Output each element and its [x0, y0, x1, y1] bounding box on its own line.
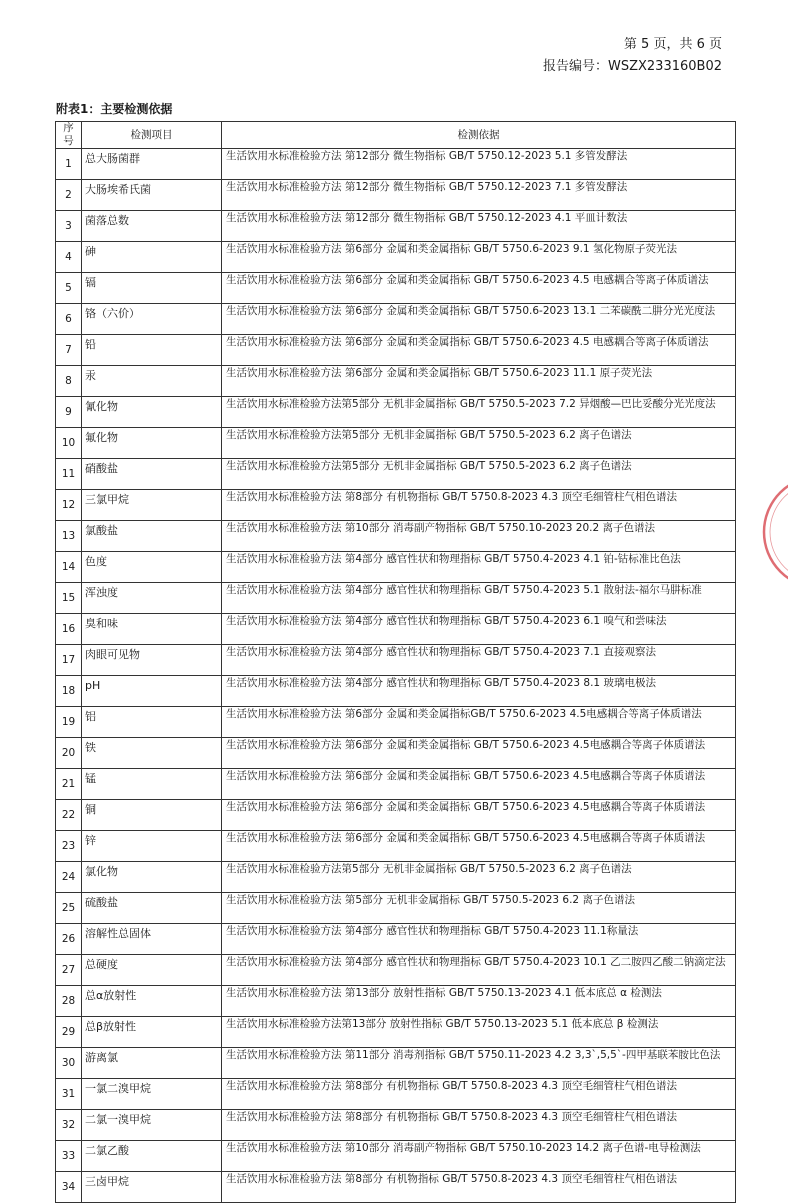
test-method: 生活饮用水标准检验方法 第6部分 金属和类金属指标 GB/T 5750.6-2023 9.1 氢化物原子荧光法 [222, 242, 736, 273]
table-row [56, 707, 736, 738]
row-number: 14 [56, 552, 82, 583]
test-method: 生活饮用水标准检验方法 第6部分 金属和类金属指标 GB/T 5750.6-2023 13.1 二苯碳酰二肼分光光度法 [222, 304, 736, 335]
row-number: 25 [56, 893, 82, 924]
test-method: 生活饮用水标准检验方法 第6部分 金属和类金属指标 GB/T 5750.6-2023 4.5电感耦合等离子体质谱法 [222, 769, 736, 800]
testing-basis-table [55, 121, 736, 1203]
row-number: 2 [56, 180, 82, 211]
test-item: 镉 [82, 273, 222, 304]
table-row [56, 614, 736, 645]
table-row [56, 924, 736, 955]
test-item: 氯化物 [82, 862, 222, 893]
row-number: 19 [56, 707, 82, 738]
row-number: 7 [56, 335, 82, 366]
row-number: 12 [56, 490, 82, 521]
test-method: 生活饮用水标准检验方法 第12部分 微生物指标 GB/T 5750.12-2023 5.1 多管发酵法 [222, 149, 736, 180]
test-method: 生活饮用水标准检验方法 第10部分 消毒副产物指标 GB/T 5750.10-2023 14.2 离子色谱-电导检测法 [222, 1141, 736, 1172]
row-number: 31 [56, 1079, 82, 1110]
test-method: 生活饮用水标准检验方法 第13部分 放射性指标 GB/T 5750.13-2023 4.1 低本底总 α 检测法 [222, 986, 736, 1017]
test-method: 生活饮用水标准检验方法 第4部分 感官性状和物理指标 GB/T 5750.4-2023 8.1 玻璃电极法 [222, 676, 736, 707]
test-method: 生活饮用水标准检验方法第5部分 无机非金属指标 GB/T 5750.5-2023 7.2 异烟酸—巴比妥酸分光光度法 [222, 397, 736, 428]
row-number: 5 [56, 273, 82, 304]
test-method: 生活饮用水标准检验方法第5部分 无机非金属指标 GB/T 5750.5-2023 6.2 离子色谱法 [222, 862, 736, 893]
row-number: 15 [56, 583, 82, 614]
row-number: 34 [56, 1172, 82, 1203]
table-row [56, 521, 736, 552]
row-number: 11 [56, 459, 82, 490]
table-row [56, 1110, 736, 1141]
test-item: 浑浊度 [82, 583, 222, 614]
test-method: 生活饮用水标准检验方法 第4部分 感官性状和物理指标 GB/T 5750.4-2023 11.1称量法 [222, 924, 736, 955]
row-number: 23 [56, 831, 82, 862]
test-item: 总α放射性 [82, 986, 222, 1017]
test-item: 锌 [82, 831, 222, 862]
test-method: 生活饮用水标准检验方法 第8部分 有机物指标 GB/T 5750.8-2023 4.3 顶空毛细管柱气相色谱法 [222, 490, 736, 521]
test-item: 总β放射性 [82, 1017, 222, 1048]
test-item: 汞 [82, 366, 222, 397]
test-method: 生活饮用水标准检验方法 第8部分 有机物指标 GB/T 5750.8-2023 4.3 顶空毛细管柱气相色谱法 [222, 1172, 736, 1203]
test-item: 硫酸盐 [82, 893, 222, 924]
row-number: 10 [56, 428, 82, 459]
test-item: 游离氯 [82, 1048, 222, 1079]
table-row [56, 800, 736, 831]
test-item: 大肠埃希氏菌 [82, 180, 222, 211]
column-header-item: 检测项目 [82, 122, 222, 149]
row-number: 17 [56, 645, 82, 676]
test-item: 铅 [82, 335, 222, 366]
table-row [56, 366, 736, 397]
test-item: 总大肠菌群 [82, 149, 222, 180]
test-method: 生活饮用水标准检验方法 第12部分 微生物指标 GB/T 5750.12-2023 4.1 平皿计数法 [222, 211, 736, 242]
table-row [56, 893, 736, 924]
table-row [56, 986, 736, 1017]
test-method: 生活饮用水标准检验方法 第4部分 感官性状和物理指标 GB/T 5750.4-2023 7.1 直接观察法 [222, 645, 736, 676]
test-item: 臭和味 [82, 614, 222, 645]
table-row [56, 1048, 736, 1079]
page-indicator: 第 5 页，共 6 页 [623, 37, 722, 52]
table-row [56, 738, 736, 769]
table-row [56, 1017, 736, 1048]
test-item: 三卤甲烷 [82, 1172, 222, 1203]
test-item: 色度 [82, 552, 222, 583]
test-method: 生活饮用水标准检验方法 第8部分 有机物指标 GB/T 5750.8-2023 4.3 顶空毛细管柱气相色谱法 [222, 1079, 736, 1110]
test-method: 生活饮用水标准检验方法 第6部分 金属和类金属指标 GB/T 5750.6-2023 4.5 电感耦合等离子体质谱法 [222, 273, 736, 304]
test-item: 二氯乙酸 [82, 1141, 222, 1172]
row-number: 4 [56, 242, 82, 273]
table-row [56, 1172, 736, 1203]
table-row [56, 490, 736, 521]
test-method: 生活饮用水标准检验方法 第6部分 金属和类金属指标 GB/T 5750.6-2023 4.5电感耦合等离子体质谱法 [222, 831, 736, 862]
test-method: 生活饮用水标准检验方法 第6部分 金属和类金属指标 GB/T 5750.6-2023 4.5电感耦合等离子体质谱法 [222, 800, 736, 831]
table-row [56, 180, 736, 211]
row-number: 13 [56, 521, 82, 552]
test-item: 砷 [82, 242, 222, 273]
test-item: 三氯甲烷 [82, 490, 222, 521]
test-method: 生活饮用水标准检验方法 第11部分 消毒剂指标 GB/T 5750.11-2023 4.2 3,3`,5,5`-四甲基联苯胺比色法 [222, 1048, 736, 1079]
test-method: 生活饮用水标准检验方法 第12部分 微生物指标 GB/T 5750.12-2023 7.1 多管发酵法 [222, 180, 736, 211]
row-number: 27 [56, 955, 82, 986]
red-seal-stamp [760, 462, 788, 602]
test-item: 肉眼可见物 [82, 645, 222, 676]
table-row [56, 397, 736, 428]
column-header-method: 检测依据 [222, 122, 736, 149]
test-item: 铝 [82, 707, 222, 738]
test-item: 溶解性总固体 [82, 924, 222, 955]
row-number: 29 [56, 1017, 82, 1048]
table-title: 附表1：主要检测依据 [56, 102, 173, 116]
table-row [56, 583, 736, 614]
row-number: 33 [56, 1141, 82, 1172]
report-number: 报告编号：WSZX233160B02 [542, 59, 722, 74]
row-number: 32 [56, 1110, 82, 1141]
row-number: 18 [56, 676, 82, 707]
row-number: 30 [56, 1048, 82, 1079]
test-method: 生活饮用水标准检验方法第13部分 放射性指标 GB/T 5750.13-2023 5.1 低本底总 β 检测法 [222, 1017, 736, 1048]
test-item: 总硬度 [82, 955, 222, 986]
test-item: 硝酸盐 [82, 459, 222, 490]
table-row [56, 459, 736, 490]
table-row [56, 273, 736, 304]
test-item: pH [82, 676, 222, 707]
test-item: 铁 [82, 738, 222, 769]
test-item: 铜 [82, 800, 222, 831]
column-header-no: 序号 [56, 122, 82, 149]
test-method: 生活饮用水标准检验方法 第6部分 金属和类金属指标 GB/T 5750.6-2023 4.5电感耦合等离子体质谱法 [222, 738, 736, 769]
table-row [56, 862, 736, 893]
row-number: 6 [56, 304, 82, 335]
test-item: 一氯二溴甲烷 [82, 1079, 222, 1110]
table-row [56, 955, 736, 986]
test-method: 生活饮用水标准检验方法 第10部分 消毒副产物指标 GB/T 5750.10-2023 20.2 离子色谱法 [222, 521, 736, 552]
table-row [56, 1141, 736, 1172]
table-row [56, 335, 736, 366]
table-row [56, 769, 736, 800]
row-number: 24 [56, 862, 82, 893]
test-item: 菌落总数 [82, 211, 222, 242]
test-method: 生活饮用水标准检验方法 第4部分 感官性状和物理指标 GB/T 5750.4-2023 10.1 乙二胺四乙酸二钠滴定法 [222, 955, 736, 986]
table-row [56, 304, 736, 335]
test-item: 铬（六价） [82, 304, 222, 335]
test-item: 氯酸盐 [82, 521, 222, 552]
table-row [56, 645, 736, 676]
table-row [56, 211, 736, 242]
test-item: 氟化物 [82, 428, 222, 459]
test-method: 生活饮用水标准检验方法 第6部分 金属和类金属指标 GB/T 5750.6-2023 11.1 原子荧光法 [222, 366, 736, 397]
table-row [56, 149, 736, 180]
row-number: 22 [56, 800, 82, 831]
test-method: 生活饮用水标准检验方法 第5部分 无机非金属指标 GB/T 5750.5-2023 6.2 离子色谱法 [222, 893, 736, 924]
test-method: 生活饮用水标准检验方法 第4部分 感官性状和物理指标 GB/T 5750.4-2023 5.1 散射法-福尔马肼标准 [222, 583, 736, 614]
row-number: 16 [56, 614, 82, 645]
test-method: 生活饮用水标准检验方法 第4部分 感官性状和物理指标 GB/T 5750.4-2023 6.1 嗅气和尝味法 [222, 614, 736, 645]
table-row [56, 676, 736, 707]
test-method: 生活饮用水标准检验方法 第4部分 感官性状和物理指标 GB/T 5750.4-2023 4.1 铂-钴标准比色法 [222, 552, 736, 583]
row-number: 20 [56, 738, 82, 769]
test-item: 锰 [82, 769, 222, 800]
table-row [56, 552, 736, 583]
table-row [56, 1079, 736, 1110]
row-number: 28 [56, 986, 82, 1017]
test-method: 生活饮用水标准检验方法 第6部分 金属和类金属指标GB/T 5750.6-2023 4.5电感耦合等离子体质谱法 [222, 707, 736, 738]
row-number: 26 [56, 924, 82, 955]
row-number: 8 [56, 366, 82, 397]
test-item: 氰化物 [82, 397, 222, 428]
row-number: 1 [56, 149, 82, 180]
table-header-row [56, 122, 736, 149]
test-method: 生活饮用水标准检验方法第5部分 无机非金属指标 GB/T 5750.5-2023 6.2 离子色谱法 [222, 459, 736, 490]
table-row [56, 831, 736, 862]
test-method: 生活饮用水标准检验方法 第8部分 有机物指标 GB/T 5750.8-2023 4.3 顶空毛细管柱气相色谱法 [222, 1110, 736, 1141]
row-number: 21 [56, 769, 82, 800]
row-number: 9 [56, 397, 82, 428]
table-row [56, 428, 736, 459]
table-row [56, 242, 736, 273]
row-number: 3 [56, 211, 82, 242]
test-item: 二氯一溴甲烷 [82, 1110, 222, 1141]
page-header [543, 34, 722, 78]
test-method: 生活饮用水标准检验方法 第6部分 金属和类金属指标 GB/T 5750.6-2023 4.5 电感耦合等离子体质谱法 [222, 335, 736, 366]
test-method: 生活饮用水标准检验方法第5部分 无机非金属指标 GB/T 5750.5-2023 6.2 离子色谱法 [222, 428, 736, 459]
